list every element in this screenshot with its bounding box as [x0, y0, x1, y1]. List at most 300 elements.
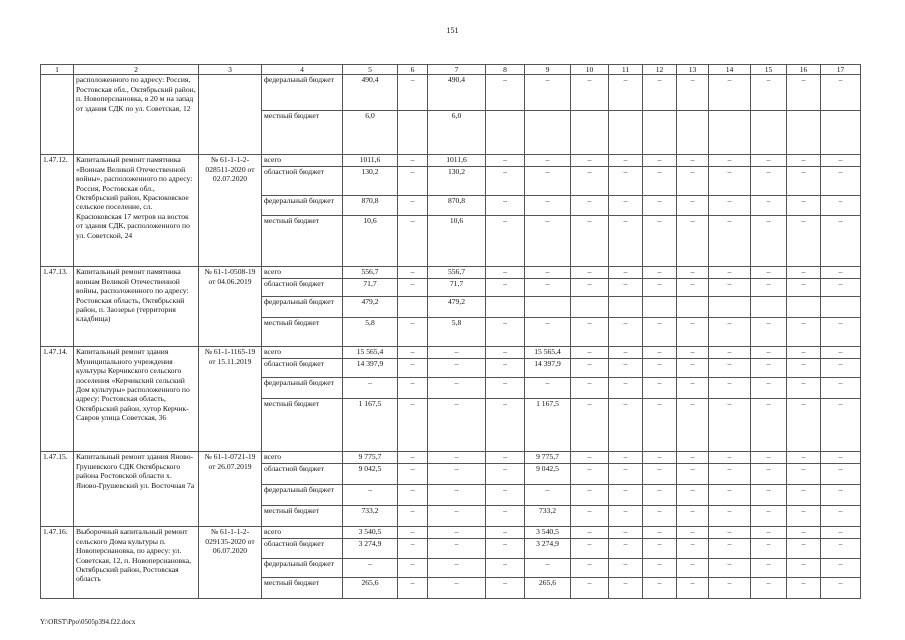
column-header-10: 10: [571, 65, 609, 75]
amount-col-8: –: [486, 216, 525, 267]
amount-col-6: –: [398, 279, 428, 297]
amount-col-10: –: [571, 155, 609, 167]
amount-col-9: –: [525, 378, 571, 399]
amount-col-15: –: [751, 75, 787, 111]
amount-col-13: –: [677, 279, 709, 297]
amount-col-11: –: [609, 506, 643, 527]
amount-col-14: –: [709, 527, 751, 539]
funding-source: всего: [262, 452, 343, 464]
column-header-13: 13: [677, 65, 709, 75]
amount-col-16: –: [787, 506, 821, 527]
amount-col-14: –: [709, 464, 751, 485]
amount-col-17: –: [821, 155, 861, 167]
funding-source: местный бюджет: [262, 506, 343, 527]
expertise-document: № 61-1-0508-19 от 04.06.2019: [199, 267, 262, 347]
amount-col-7: –: [428, 359, 486, 378]
item-name: Выборочный капитальный ремонт сельского Дома культуры п. Новоперсиановка, по адресу: ул. Советская, 12, п. Новоперсиановка, Октябрьский район, Ростовская область: [74, 527, 199, 599]
column-header-12: 12: [643, 65, 677, 75]
amount-col-11: [609, 297, 643, 318]
amount-col-6: –: [398, 464, 428, 485]
amount-col-8: –: [486, 485, 525, 506]
amount-col-7: 1011,6: [428, 155, 486, 167]
amount-col-10: –: [571, 399, 609, 452]
amount-col-12: –: [643, 216, 677, 267]
amount-col-13: –: [677, 559, 709, 578]
amount-col-6: –: [398, 485, 428, 506]
amount-col-7: –: [428, 559, 486, 578]
amount-col-10: –: [571, 359, 609, 378]
amount-col-11: –: [609, 196, 643, 216]
amount-col-13: –: [677, 155, 709, 167]
funding-source: всего: [262, 155, 343, 167]
amount-col-5: 5,8: [343, 318, 398, 347]
amount-col-14: –: [709, 359, 751, 378]
amount-col-13: –: [677, 539, 709, 559]
amount-col-16: –: [787, 485, 821, 506]
amount-col-8: –: [486, 452, 525, 464]
amount-col-17: –: [821, 485, 861, 506]
item-number: 1.47.14.: [41, 347, 74, 452]
table-row: [41, 267, 861, 279]
amount-col-17: [821, 297, 861, 318]
amount-col-11: –: [609, 167, 643, 196]
amount-col-12: –: [643, 267, 677, 279]
amount-col-13: –: [677, 578, 709, 599]
item-name: Капитальный ремонт здания Муниципального учреждения культуры Керчикского сельского поселения «Керчикский сельский Дом культуры» расположенного по адресу: Ростовская область, Октябрьский район, хутор Керчик-Савров улица Советская, 36: [74, 347, 199, 452]
item-name: Капитальный ремонт памятника «Воинам Великой Отечественной войны», расположенного по адресу: Россия, Ростовская обл., Октябрьский район, Красюковское сельское поселение, сл. Красюковская 17 метров на восток от здания СДК, расположенного по ул. Советской, 24: [74, 155, 199, 267]
amount-col-9: 9 775,7: [525, 452, 571, 464]
amount-col-12: [643, 111, 677, 155]
amount-col-11: –: [609, 464, 643, 485]
amount-col-16: –: [787, 279, 821, 297]
amount-col-11: –: [609, 539, 643, 559]
amount-col-16: –: [787, 196, 821, 216]
funding-source: всего: [262, 267, 343, 279]
amount-col-9: 15 565,4: [525, 347, 571, 359]
amount-col-14: –: [709, 167, 751, 196]
amount-col-11: –: [609, 279, 643, 297]
amount-col-5: 9 775,7: [343, 452, 398, 464]
amount-col-13: –: [677, 399, 709, 452]
amount-col-8: –: [486, 578, 525, 599]
amount-col-11: –: [609, 318, 643, 347]
amount-col-10: –: [571, 485, 609, 506]
amount-col-7: 5,8: [428, 318, 486, 347]
amount-col-15: [751, 297, 787, 318]
amount-col-10: –: [571, 506, 609, 527]
amount-col-16: –: [787, 216, 821, 267]
amount-col-14: –: [709, 279, 751, 297]
amount-col-6: –: [398, 559, 428, 578]
amount-col-17: –: [821, 559, 861, 578]
amount-col-9: –: [525, 155, 571, 167]
amount-col-12: –: [643, 378, 677, 399]
amount-col-12: –: [643, 464, 677, 485]
amount-col-8: –: [486, 399, 525, 452]
amount-col-6: –: [398, 399, 428, 452]
amount-col-12: –: [643, 399, 677, 452]
amount-col-5: 3 540,5: [343, 527, 398, 539]
amount-col-8: –: [486, 527, 525, 539]
amount-col-17: –: [821, 539, 861, 559]
amount-col-8: –: [486, 559, 525, 578]
amount-col-13: –: [677, 167, 709, 196]
amount-col-15: –: [751, 485, 787, 506]
item-number: 1.47.15.: [41, 452, 74, 527]
amount-col-13: –: [677, 452, 709, 464]
amount-col-12: –: [643, 578, 677, 599]
item-number: [41, 75, 74, 155]
amount-col-10: –: [571, 318, 609, 347]
amount-col-5: 14 397,9: [343, 359, 398, 378]
amount-col-15: –: [751, 378, 787, 399]
amount-col-13: –: [677, 359, 709, 378]
funding-source: всего: [262, 527, 343, 539]
column-header-4: 4: [262, 65, 343, 75]
amount-col-5: 870,8: [343, 196, 398, 216]
amount-col-12: –: [643, 527, 677, 539]
column-header-9: 9: [525, 65, 571, 75]
amount-col-15: –: [751, 464, 787, 485]
page-number: 151: [446, 26, 459, 35]
amount-col-9: [525, 111, 571, 155]
amount-col-17: –: [821, 527, 861, 539]
amount-col-6: –: [398, 506, 428, 527]
amount-col-14: –: [709, 196, 751, 216]
amount-col-10: [571, 111, 609, 155]
amount-col-10: –: [571, 559, 609, 578]
amount-col-13: –: [677, 485, 709, 506]
amount-col-8: –: [486, 359, 525, 378]
amount-col-9: 265,6: [525, 578, 571, 599]
amount-col-5: 265,6: [343, 578, 398, 599]
amount-col-12: –: [643, 506, 677, 527]
amount-col-8: –: [486, 75, 525, 111]
amount-col-15: –: [751, 452, 787, 464]
amount-col-7: –: [428, 378, 486, 399]
amount-col-16: –: [787, 167, 821, 196]
table-row: [41, 155, 861, 167]
amount-col-17: –: [821, 378, 861, 399]
amount-col-5: 1 167,5: [343, 399, 398, 452]
amount-col-9: –: [525, 559, 571, 578]
budget-table: [40, 64, 861, 599]
amount-col-11: –: [609, 378, 643, 399]
amount-col-14: –: [709, 399, 751, 452]
amount-col-12: –: [643, 318, 677, 347]
amount-col-13: –: [677, 216, 709, 267]
amount-col-17: [821, 111, 861, 155]
amount-col-7: –: [428, 506, 486, 527]
expertise-document: [199, 75, 262, 155]
amount-col-15: –: [751, 216, 787, 267]
amount-col-9: 3 540,5: [525, 527, 571, 539]
amount-col-13: –: [677, 347, 709, 359]
amount-col-5: 479,2: [343, 297, 398, 318]
amount-col-7: 10,6: [428, 216, 486, 267]
amount-col-10: –: [571, 167, 609, 196]
amount-col-12: –: [643, 359, 677, 378]
amount-col-12: –: [643, 539, 677, 559]
amount-col-8: –: [486, 347, 525, 359]
amount-col-16: –: [787, 75, 821, 111]
funding-source: областной бюджет: [262, 359, 343, 378]
amount-col-6: [398, 297, 428, 318]
amount-col-9: –: [525, 318, 571, 347]
amount-col-16: –: [787, 359, 821, 378]
amount-col-12: –: [643, 452, 677, 464]
amount-col-10: –: [571, 279, 609, 297]
column-header-2: 2: [74, 65, 199, 75]
amount-col-7: 6,0: [428, 111, 486, 155]
amount-col-16: [787, 111, 821, 155]
amount-col-9: 9 042,5: [525, 464, 571, 485]
amount-col-16: –: [787, 578, 821, 599]
amount-col-17: –: [821, 578, 861, 599]
funding-source: федеральный бюджет: [262, 485, 343, 506]
funding-source: федеральный бюджет: [262, 196, 343, 216]
amount-col-16: –: [787, 347, 821, 359]
amount-col-8: –: [486, 279, 525, 297]
amount-col-11: –: [609, 485, 643, 506]
item-number: 1.47.12.: [41, 155, 74, 267]
column-header-11: 11: [609, 65, 643, 75]
amount-col-9: –: [525, 167, 571, 196]
amount-col-17: –: [821, 167, 861, 196]
amount-col-17: –: [821, 75, 861, 111]
funding-source: местный бюджет: [262, 111, 343, 155]
amount-col-9: 3 274,9: [525, 539, 571, 559]
amount-col-14: –: [709, 559, 751, 578]
amount-col-6: –: [398, 539, 428, 559]
amount-col-16: –: [787, 267, 821, 279]
amount-col-16: –: [787, 539, 821, 559]
amount-col-7: 490,4: [428, 75, 486, 111]
funding-source: местный бюджет: [262, 578, 343, 599]
amount-col-6: –: [398, 527, 428, 539]
amount-col-14: –: [709, 216, 751, 267]
amount-col-17: –: [821, 506, 861, 527]
amount-col-11: –: [609, 452, 643, 464]
amount-col-11: –: [609, 267, 643, 279]
amount-col-5: 9 042,5: [343, 464, 398, 485]
amount-col-9: –: [525, 196, 571, 216]
amount-col-6: –: [398, 452, 428, 464]
amount-col-5: 71,7: [343, 279, 398, 297]
table-row: [41, 75, 861, 111]
amount-col-6: –: [398, 267, 428, 279]
amount-col-17: –: [821, 196, 861, 216]
amount-col-7: –: [428, 539, 486, 559]
amount-col-12: [643, 297, 677, 318]
column-header-17: 17: [821, 65, 861, 75]
amount-col-14: –: [709, 485, 751, 506]
amount-col-15: –: [751, 578, 787, 599]
amount-col-7: –: [428, 527, 486, 539]
amount-col-15: –: [751, 506, 787, 527]
amount-col-5: 556,7: [343, 267, 398, 279]
amount-col-12: –: [643, 279, 677, 297]
amount-col-6: [398, 111, 428, 155]
amount-col-14: –: [709, 155, 751, 167]
funding-source: местный бюджет: [262, 216, 343, 267]
item-name: Капитальный ремонт здания Яново-Грушевского СДК Октябрьского района Ростовской области х. Яново-Грушевский ул. Восточная 7а: [74, 452, 199, 527]
amount-col-11: –: [609, 559, 643, 578]
amount-col-7: –: [428, 347, 486, 359]
amount-col-8: –: [486, 167, 525, 196]
amount-col-9: 733,2: [525, 506, 571, 527]
amount-col-11: –: [609, 347, 643, 359]
amount-col-11: –: [609, 216, 643, 267]
amount-col-6: –: [398, 167, 428, 196]
amount-col-17: –: [821, 347, 861, 359]
amount-col-15: –: [751, 359, 787, 378]
amount-col-8: –: [486, 196, 525, 216]
table-row: [41, 452, 861, 464]
amount-col-11: –: [609, 578, 643, 599]
amount-col-14: [709, 111, 751, 155]
amount-col-11: –: [609, 399, 643, 452]
amount-col-7: 479,2: [428, 297, 486, 318]
amount-col-15: –: [751, 267, 787, 279]
column-header-8: 8: [486, 65, 525, 75]
amount-col-11: –: [609, 359, 643, 378]
amount-col-15: –: [751, 527, 787, 539]
funding-source: всего: [262, 347, 343, 359]
file-path-footer: Y:\ORST\Ppo\0505p394.f22.docx: [40, 618, 136, 626]
amount-col-6: –: [398, 378, 428, 399]
amount-col-15: –: [751, 539, 787, 559]
amount-col-14: –: [709, 347, 751, 359]
header-row: [41, 65, 861, 75]
column-header-5: 5: [343, 65, 398, 75]
amount-col-17: –: [821, 318, 861, 347]
amount-col-7: –: [428, 485, 486, 506]
funding-source: местный бюджет: [262, 318, 343, 347]
amount-col-5: –: [343, 559, 398, 578]
amount-col-16: –: [787, 559, 821, 578]
column-header-3: 3: [199, 65, 262, 75]
amount-col-14: –: [709, 578, 751, 599]
item-name: Капитальный ремонт памятника воинам Великой Отечественной войны, расположенного по адресу: Ростовская область, Октябрьский район, п. Заозерье (территория кладбища): [74, 267, 199, 347]
amount-col-14: –: [709, 539, 751, 559]
amount-col-15: [751, 111, 787, 155]
amount-col-9: 14 397,9: [525, 359, 571, 378]
column-header-1: 1: [41, 65, 74, 75]
amount-col-6: –: [398, 359, 428, 378]
amount-col-9: 1 167,5: [525, 399, 571, 452]
amount-col-7: –: [428, 464, 486, 485]
amount-col-17: –: [821, 279, 861, 297]
column-header-14: 14: [709, 65, 751, 75]
amount-col-7: 130,2: [428, 167, 486, 196]
funding-source: федеральный бюджет: [262, 378, 343, 399]
column-header-15: 15: [751, 65, 787, 75]
funding-source: областной бюджет: [262, 279, 343, 297]
amount-col-15: –: [751, 399, 787, 452]
amount-col-8: –: [486, 464, 525, 485]
amount-col-10: [571, 297, 609, 318]
amount-col-17: –: [821, 399, 861, 452]
amount-col-10: –: [571, 267, 609, 279]
amount-col-5: 1011,6: [343, 155, 398, 167]
amount-col-13: –: [677, 196, 709, 216]
amount-col-6: –: [398, 347, 428, 359]
amount-col-8: –: [486, 155, 525, 167]
amount-col-13: –: [677, 464, 709, 485]
amount-col-15: –: [751, 196, 787, 216]
amount-col-11: –: [609, 75, 643, 111]
amount-col-12: –: [643, 559, 677, 578]
amount-col-10: –: [571, 527, 609, 539]
expertise-document: № 61-1-1-2-028511-2020 от 02.07.2020: [199, 155, 262, 267]
amount-col-6: –: [398, 196, 428, 216]
amount-col-7: –: [428, 578, 486, 599]
amount-col-15: –: [751, 279, 787, 297]
item-number: 1.47.16.: [41, 527, 74, 599]
amount-col-12: –: [643, 155, 677, 167]
amount-col-5: 130,2: [343, 167, 398, 196]
amount-col-17: –: [821, 359, 861, 378]
amount-col-7: 71,7: [428, 279, 486, 297]
table-row: [41, 527, 861, 539]
amount-col-16: –: [787, 464, 821, 485]
amount-col-15: –: [751, 347, 787, 359]
amount-col-16: –: [787, 378, 821, 399]
amount-col-15: –: [751, 318, 787, 347]
amount-col-13: –: [677, 267, 709, 279]
amount-col-16: –: [787, 155, 821, 167]
amount-col-12: –: [643, 196, 677, 216]
amount-col-9: [525, 297, 571, 318]
amount-col-14: –: [709, 452, 751, 464]
amount-col-9: –: [525, 75, 571, 111]
amount-col-8: [486, 111, 525, 155]
funding-source: федеральный бюджет: [262, 559, 343, 578]
amount-col-13: –: [677, 506, 709, 527]
amount-col-9: –: [525, 267, 571, 279]
amount-col-17: –: [821, 452, 861, 464]
amount-col-17: –: [821, 267, 861, 279]
amount-col-11: –: [609, 155, 643, 167]
amount-col-10: –: [571, 539, 609, 559]
amount-col-10: –: [571, 75, 609, 111]
amount-col-16: –: [787, 527, 821, 539]
amount-col-17: –: [821, 216, 861, 267]
amount-col-12: –: [643, 485, 677, 506]
amount-col-16: –: [787, 318, 821, 347]
amount-col-10: –: [571, 216, 609, 267]
amount-col-6: –: [398, 155, 428, 167]
column-header-7: 7: [428, 65, 486, 75]
amount-col-5: 15 565,4: [343, 347, 398, 359]
amount-col-13: –: [677, 75, 709, 111]
amount-col-5: –: [343, 378, 398, 399]
amount-col-14: –: [709, 267, 751, 279]
item-name: расположенного по адресу: Россия, Ростовская обл., Октябрьский район, п. Новоперсиановка, в 20 м на запад от здания СДК по ул. Советская, 12: [74, 75, 199, 155]
amount-col-8: –: [486, 378, 525, 399]
column-header-6: 6: [398, 65, 428, 75]
amount-col-5: –: [343, 485, 398, 506]
amount-col-9: –: [525, 485, 571, 506]
amount-col-16: [787, 297, 821, 318]
amount-col-7: 556,7: [428, 267, 486, 279]
amount-col-14: –: [709, 75, 751, 111]
amount-col-16: –: [787, 399, 821, 452]
amount-col-15: –: [751, 167, 787, 196]
amount-col-13: –: [677, 318, 709, 347]
amount-col-14: –: [709, 318, 751, 347]
